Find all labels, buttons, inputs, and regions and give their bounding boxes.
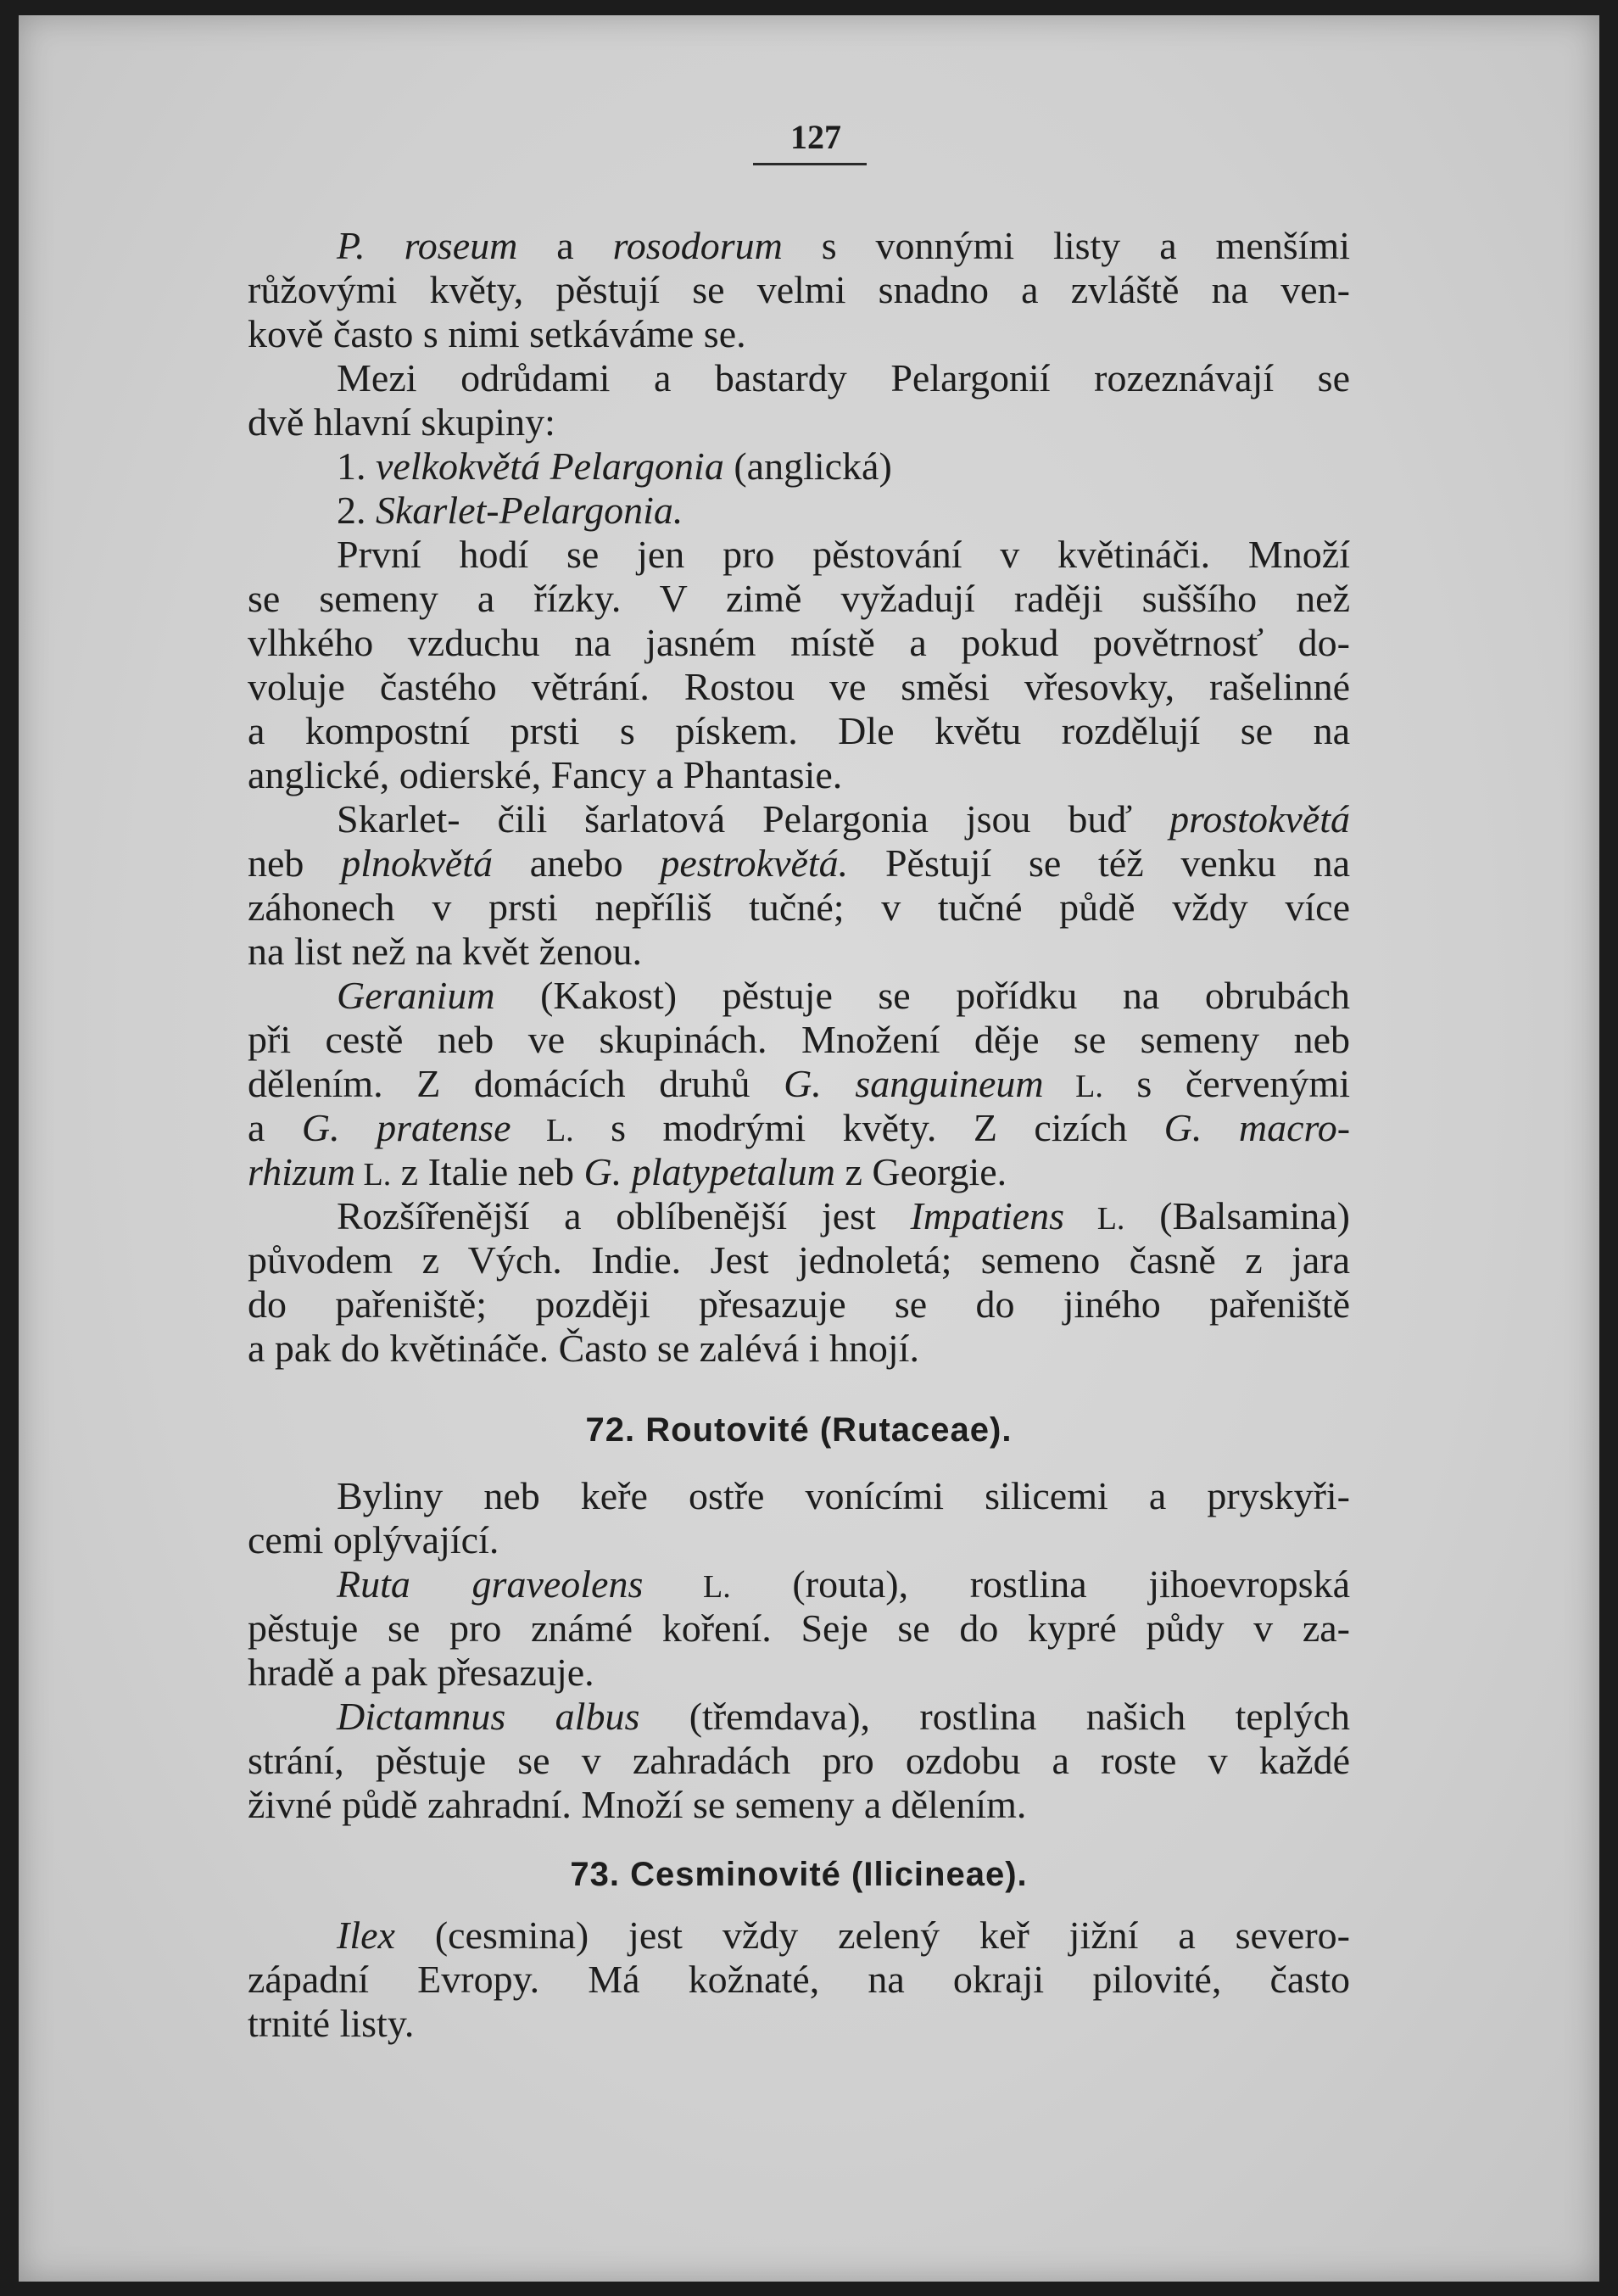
text-line: rhizum L. z Italie neb G. platypetalum z Georgie. xyxy=(248,1150,1007,1193)
text-line: První hodí se jen pro pěstování v květináči. Množí xyxy=(337,533,1350,576)
text-line: západní Evropy. Má kožnaté, na okraji pilovité, často xyxy=(248,1958,1350,2001)
text-line: trnité listy. xyxy=(248,2002,415,2045)
text-line: voluje častého větrání. Rostou ve směsi vřesovky, rašelinné xyxy=(248,665,1350,708)
text-line: strání, pěstuje se v zahradách pro ozdobu a roste v každé xyxy=(248,1739,1350,1782)
text-line: růžovými květy, pěstují se velmi snadno a zvláště na ven- xyxy=(248,268,1350,311)
text-line: Ruta graveolens L. (routa), rostlina jihoevropská xyxy=(337,1562,1350,1606)
text-line: Ilex (cesmina) jest vždy zelený keř jižní a severo- xyxy=(337,1913,1350,1957)
book-page xyxy=(19,15,1599,2282)
page-number-rule xyxy=(753,163,867,165)
text-line: Skarlet- čili šarlatová Pelargonia jsou buď prostokvětá xyxy=(337,797,1350,841)
text-line: vlhkého vzduchu na jasném místě a pokud povětrnosť do- xyxy=(248,621,1350,664)
text-line: P. roseum a rosodorum s vonnými listy a menšími xyxy=(337,224,1350,267)
text-line: Byliny neb keře ostře vonícími silicemi a pryskyři- xyxy=(337,1474,1350,1517)
text-line: hradě a pak přesazuje. xyxy=(248,1651,594,1694)
text-line: původem z Vých. Indie. Jest jednoletá; semeno časně z jara xyxy=(248,1238,1350,1282)
text-line: záhonech v prsti nepříliš tučné; v tučné půdě vždy více xyxy=(248,885,1350,929)
list-item: 2. Skarlet-Pelargonia. xyxy=(337,489,683,532)
text-line: dělením. Z domácích druhů G. sanguineum L. s červenými xyxy=(248,1062,1350,1105)
text-line: živné půdě zahradní. Množí se semeny a dělením. xyxy=(248,1783,1027,1826)
text-line: Mezi odrůdami a bastardy Pelargonií rozeznávají se xyxy=(337,356,1350,399)
text-line: kově často s nimi setkáváme se. xyxy=(248,312,746,355)
text-line: na list než na květ ženou. xyxy=(248,930,642,973)
section-heading-73: 73. Cesminovité (Ilicineae). xyxy=(570,1856,1028,1893)
text-line: Dictamnus albus (třemdava), rostlina našich teplých xyxy=(337,1695,1351,1738)
text-line: se semeny a řízky. V zimě vyžadují raději suššího než xyxy=(248,577,1350,620)
text-line: pěstuje se pro známé koření. Seje se do kypré půdy v za- xyxy=(248,1606,1350,1650)
list-item: 1. velkokvětá Pelargonia (anglická) xyxy=(337,444,892,488)
page-text xyxy=(248,224,1350,2046)
text-line: dvě hlavní skupiny: xyxy=(248,400,555,444)
page-number: 127 xyxy=(790,118,841,156)
text-line: Geranium (Kakost) pěstuje se pořídku na obrubách xyxy=(337,974,1350,1017)
text-line: anglické, odierské, Fancy a Phantasie. xyxy=(248,753,843,796)
text-line: a kompostní prsti s pískem. Dle květu rozdělují se na xyxy=(248,709,1350,752)
text-line: při cestě neb ve skupinách. Množení děje se semeny neb xyxy=(248,1018,1350,1061)
text-line: neb plnokvětá anebo pestrokvětá. Pěstují se též venku na xyxy=(248,841,1350,885)
text-line: cemi oplývající. xyxy=(248,1518,499,1561)
section-heading-72: 72. Routovité (Rutaceae). xyxy=(585,1411,1013,1449)
text-line: do pařeniště; později přesazuje se do jiného pařeniště xyxy=(248,1282,1350,1326)
text-line: a pak do květináče. Často se zalévá i hnojí. xyxy=(248,1327,919,1370)
text-line: Rozšířenější a oblíbenější jest Impatiens L. (Balsamina) xyxy=(337,1194,1350,1237)
text-line: a G. pratense L. s modrými květy. Z cizích G. macro- xyxy=(248,1106,1351,1149)
